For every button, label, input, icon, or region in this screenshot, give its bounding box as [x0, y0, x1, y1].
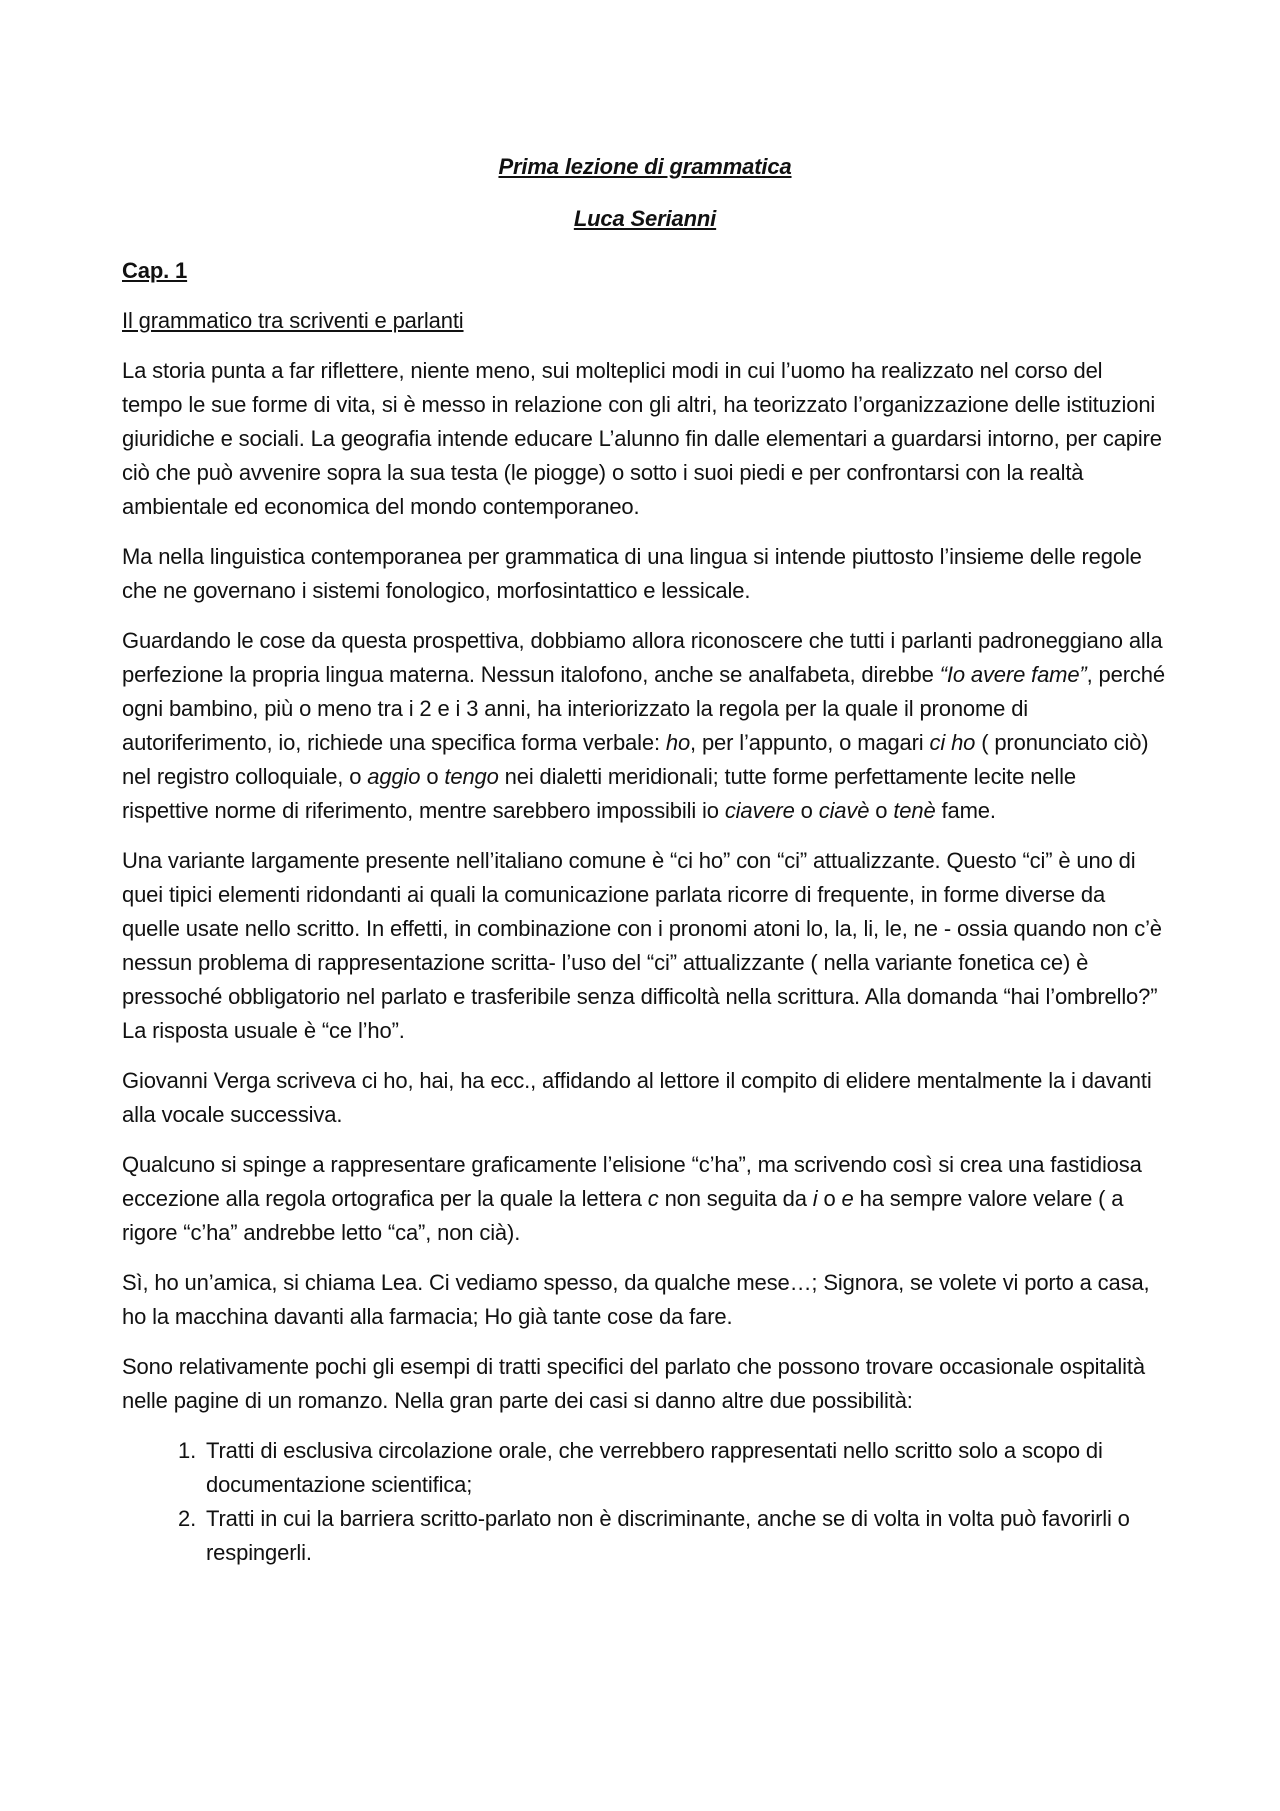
paragraph-3-text: ( pronunciato ciò) nel registro colloquiale, o [122, 730, 1149, 789]
paragraph-3-term: tenè [893, 798, 936, 823]
paragraph-3-text: o [420, 764, 445, 789]
paragraph-6 [122, 1148, 1168, 1250]
paragraph-3-example-quote: “Io avere fame” [939, 662, 1087, 687]
paragraph-7: Sì, ho un’amica, si chiama Lea. Ci vediamo spesso, da qualche mese…; Signora, se volete vi porto a casa, ho la macchina davanti alla farmacia; Ho già tante cose da fare. [122, 1270, 1150, 1329]
paragraph-6-text: non seguita da [658, 1186, 813, 1211]
section-title: Il grammatico tra scriventi e parlanti [122, 308, 464, 333]
document-author: Luca Serianni [573, 206, 717, 231]
chapter-heading: Cap. 1 [122, 258, 188, 283]
paragraph-3-text: , perché ogni bambino, più o meno tra i 2 e i 3 anni, ha interiorizzato la regola per la quale il pronome di autoriferimento, io, richiede una specifica forma verbale: [122, 662, 1165, 755]
paragraph-3-text: Guardando le cose da questa prospettiva, dobbiamo allora riconoscere che tutti i parlanti padroneggiano alla perfezione la propria lingua materna. Nessun italofono, anche se analfabeta, direbbe [122, 628, 1163, 687]
paragraph-3-text: nei dialetti meridionali; tutte forme perfettamente lecite nelle rispettive norme di riferimento, mentre sarebbero impossibili io [122, 764, 1076, 823]
paragraph-2: Ma nella linguistica contemporanea per grammatica di una lingua si intende piuttosto l’insieme delle regole che ne governano i sistemi fonologico, morfosintattico e lessicale. [122, 544, 1142, 603]
paragraph-3-term: ciavè [818, 798, 870, 823]
paragraph-5: Giovanni Verga scriveva ci ho, hai, ha ecc., affidando al lettore il compito di elidere mentalmente la i davanti alla vocale successiva. [122, 1068, 1152, 1127]
paragraph-6-term: e [841, 1186, 854, 1211]
paragraph-3-text: o [794, 798, 819, 823]
paragraph-6-text: o [817, 1186, 842, 1211]
document-page [122, 150, 1168, 1570]
paragraph-3-term: aggio [367, 764, 421, 789]
numbered-list [122, 1434, 1168, 1570]
paragraph-3-term: ci ho [929, 730, 976, 755]
paragraph-6-term: i [812, 1186, 818, 1211]
paragraph-3-text: , per l’appunto, o magari [690, 730, 930, 755]
list-item: 2. Tratti in cui la barriera scritto-parlato non è discriminante, anche se di volta in volta può favorirli o respingerli. [202, 1502, 1168, 1570]
paragraph-6-text: Qualcuno si spinge a rappresentare graficamente l’elisione “c’ha”, ma scrivendo così si crea una fastidiosa eccezione alla regola ortografica per la quale la lettera [122, 1152, 1142, 1211]
document-title: Prima lezione di grammatica [498, 154, 792, 179]
paragraph-3-term: ho [665, 730, 691, 755]
list-item: 1. Tratti di esclusiva circolazione orale, che verrebbero rappresentati nello scritto solo a scopo di documentazione scientifica; [202, 1434, 1168, 1502]
paragraph-3-text: fame. [935, 798, 996, 823]
paragraph-3-text: o [869, 798, 894, 823]
paragraph-3-term: tengo [444, 764, 499, 789]
paragraph-6-text: ha sempre valore velare ( a rigore “c’ha” andrebbe letto “ca”, non cià). [122, 1186, 1124, 1245]
paragraph-3-term: ciavere [724, 798, 795, 823]
paragraph-4: Una variante largamente presente nell’italiano comune è “ci ho” con “ci” attualizzante. Questo “ci” è uno di quei tipici elementi ridondanti ai quali la comunicazione parlata ricorre di frequente, in forme diverse da quelle usate nello scritto. In effetti, in combinazione con i pronomi atoni lo, la, li, le, ne - ossia quando non c’è nessun problema di rappresentazione scritta- l’uso del “ci” attualizzante ( nella variante fonetica ce) è pressoché obbligatorio nel parlato e trasferibile senza difficoltà nella scrittura. Alla domanda “hai l’ombrello?” La risposta usuale è “ce l’ho”. [122, 848, 1162, 1043]
paragraph-8: Sono relativamente pochi gli esempi di tratti specifici del parlato che possono trovare occasionale ospitalità nelle pagine di un romanzo. Nella gran parte dei casi si danno altre due possibilità: [122, 1354, 1145, 1413]
paragraph-6-term: c [647, 1186, 659, 1211]
paragraph-3 [122, 624, 1168, 828]
paragraph-1: La storia punta a far riflettere, niente meno, sui molteplici modi in cui l’uomo ha realizzato nel corso del tempo le sue forme di vita, si è messo in relazione con gli altri, ha teorizzato l’organizzazione delle istituzioni giuridiche e sociali. La geografia intende educare L’alunno fin dalle elementari a guardarsi intorno, per capire ciò che può avvenire sopra la sua testa (le piogge) o sotto i suoi piedi e per confrontarsi con la realtà ambientale ed economica del mondo contemporaneo. [122, 358, 1162, 519]
